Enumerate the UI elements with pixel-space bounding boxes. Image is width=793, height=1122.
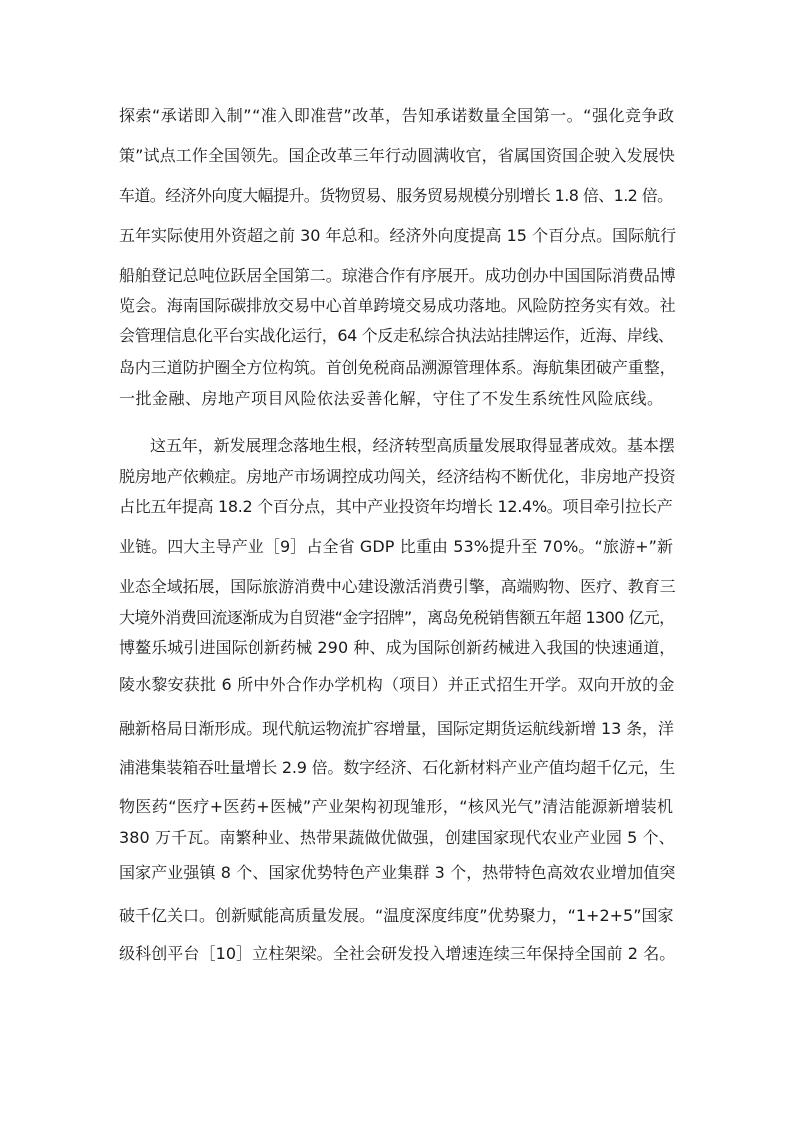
- text-line: 车道。经济外向度大幅提升。货物贸易、服务贸易规模分别增长 1.8 倍、1.2 倍。: [119, 186, 673, 205]
- text-line: 五年实际使用外资超之前 30 年总和。经济外向度提高 15 个百分点。国际航行: [119, 226, 677, 245]
- text-line: 级科创平台［10］立柱架梁。全社会研发投入增速连续三年保持全国前 2 名。: [119, 944, 676, 963]
- text-line: 浦港集装箱吞吐量增长 2.9 倍。数字经济、石化新材料产业产值均超千亿元，生: [119, 758, 676, 777]
- text-line: 国家产业强镇 8 个、国家优势特色产业集群 3 个，热带特色高效农业增加值突: [119, 863, 676, 882]
- text-line: 岛内三道防护圈全方位构筑。首创免税商品溯源管理体系。海航集团破产重整，: [119, 358, 676, 377]
- text-line: 破千亿关口。创新赋能高质量发展。“温度深度纬度”优势聚力，“1+2+5”国家: [119, 906, 674, 925]
- text-line: 380 万千瓦。南繁种业、热带果蔬做优做强，创建国家现代农业产业园 5 个、: [119, 828, 675, 847]
- text-line: 业态全域拓展，国际旅游消费中心建设激活消费引擎，高端购物、医疗、教育三: [119, 577, 676, 596]
- text-line: 览会。海南国际碳排放交易中心首单跨境交易成功落地。风险防控务实有效。社: [119, 296, 676, 315]
- text-line: 策”试点工作全国领先。国企改革三年行动圆满收官，省属国资国企驶入发展快: [119, 146, 675, 165]
- text-line: 探索“承诺即入制”“准入即准营”改革，告知承诺数量全国第一。“强化竞争政: [119, 106, 675, 125]
- text-line: 脱房地产依赖症。房地产市场调控成功闯关，经济结构不断优化，非房地产投资: [119, 467, 676, 486]
- text-line: 占比五年提高 18.2 个百分点，其中产业投资年均增长 12.4%。项目牵引拉长产: [119, 497, 673, 516]
- text-line: 会管理信息化平台实战化运行，64 个反走私综合执法站挂牌运作，近海、岸线、: [119, 326, 674, 345]
- text-line: 融新格局日渐形成。现代航运物流扩容增量，国际定期货运航线新增 13 条，洋: [119, 719, 674, 738]
- text-line: 物医药“医疗+医药+医械”产业架构初现雏形，“核风光气”清洁能源新增装机: [119, 797, 674, 816]
- text-line: 陵水黎安获批 6 所中外合作办学机构（项目）并正式招生开学。双向开放的金: [119, 675, 675, 694]
- paragraph-first-line: 这五年，新发展理念落地生根，经济转型高质量发展取得显著成效。基本摆: [150, 436, 675, 455]
- text-line: 大境外消费回流逐渐成为自贸港“金字招牌”，离岛免税销售额五年超 1300 亿元，: [119, 608, 675, 627]
- text-line: 一批金融、房地产项目风险依法妥善化解，守住了不发生系统性风险底线。: [119, 389, 664, 408]
- text-line: 船舶登记总吨位跃居全国第二。琼港合作有序展开。成功创办中国国际消费品博: [119, 266, 676, 285]
- text-line: 博鳌乐城引进国际创新药械 290 种、成为国际创新药械进入我国的快速通道，: [119, 638, 676, 657]
- text-line: 业链。四大主导产业［9］占全省 GDP 比重由 53%提升至 70%。“旅游+”新: [119, 537, 674, 556]
